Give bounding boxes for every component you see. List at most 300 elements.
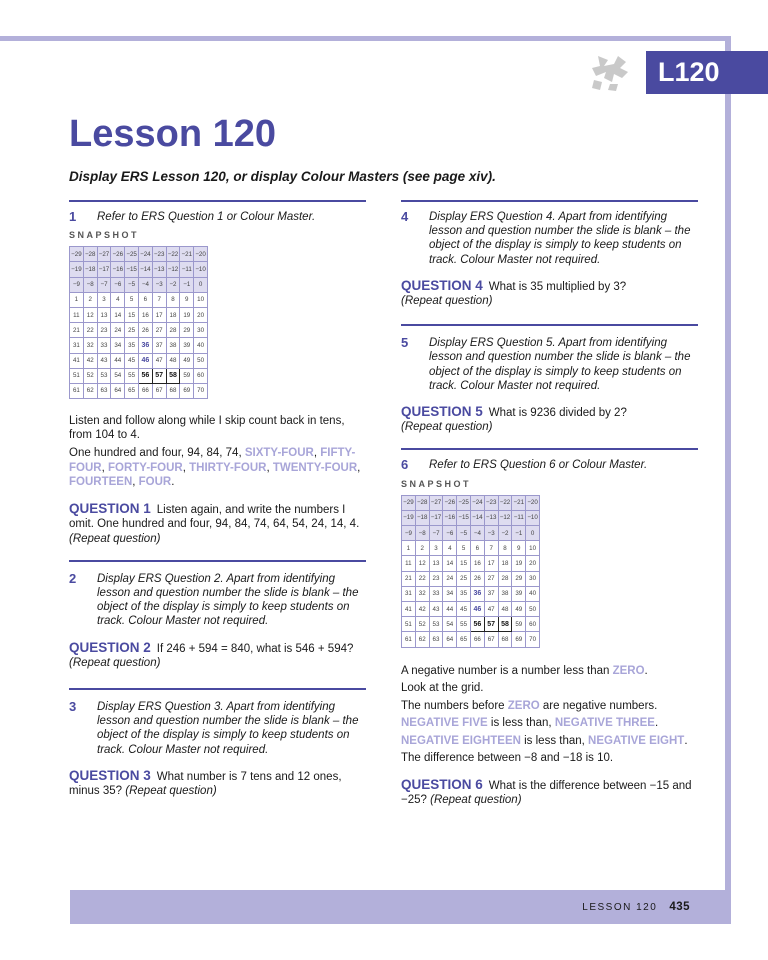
section-1-count: One hundred and four, 94, 84, 74, SIXTY-FOUR, FIFTY-FOUR, FORTY-FOUR, THIRTY-FOUR, TWENTY-FOUR, FOURTEEN, FOUR. (69, 447, 361, 488)
page-subtitle: Display ERS Lesson 120, or display Colour Masters (see page xiv). (69, 169, 496, 184)
grid-cell: 47 (484, 601, 498, 616)
grid-cell: 37 (152, 338, 166, 353)
repeat-note: (Repeat question) (125, 784, 217, 797)
page-title: Lesson 120 (69, 113, 276, 155)
count-plain-text: One hundred and four, 94, 84, 74, (69, 447, 245, 460)
grid-row (402, 571, 540, 586)
grid-cell: 28 (166, 323, 180, 338)
negative-definition (401, 663, 698, 768)
grid-cell: −11 (512, 510, 526, 525)
grid-cell: 55 (125, 368, 139, 383)
grid-cell: −1 (512, 526, 526, 541)
grid-cell: 68 (166, 383, 180, 398)
snapshot-label: SNAPSHOT (69, 230, 140, 241)
question-label: QUESTION 1 (69, 501, 151, 517)
section-4-heading (401, 210, 698, 267)
grid-cell: −28 (415, 495, 429, 510)
grid-cell: −14 (138, 262, 152, 277)
page-number: 435 (669, 901, 690, 913)
section-instruction: Display ERS Question 2. Apart from identifying lesson and question number the slide is blank – the object of the display is simply to keep students on track. Colour Master not required. (97, 572, 359, 628)
grid-row (402, 601, 540, 616)
grid-cell: −17 (97, 262, 111, 277)
text-fragment: A negative number is a number less than (401, 664, 613, 677)
grid-cell: 53 (429, 617, 443, 632)
grid-cell: −5 (125, 277, 139, 292)
grid-cell: −21 (512, 495, 526, 510)
grid-row (70, 277, 208, 292)
grid-cell: 51 (402, 617, 416, 632)
grid-cell: 51 (70, 368, 84, 383)
repeat-note: (Repeat question) (69, 532, 161, 545)
grid-row (70, 262, 208, 277)
grid-cell: 54 (111, 368, 125, 383)
grid-cell: 23 (429, 571, 443, 586)
section-instruction: Display ERS Question 5. Apart from identifying lesson and question number the slide is blank – the object of the display is simply to keep students on track. Colour Master not required. (429, 337, 691, 392)
text-line: The difference between −8 and −18 is 10. (401, 752, 614, 765)
repeat-note: (Repeat question) (401, 421, 493, 434)
grid-cell: 24 (111, 323, 125, 338)
grid-cell: −17 (429, 510, 443, 525)
grid-cell: 68 (498, 632, 512, 647)
count-word: FOUR (138, 475, 172, 488)
grid-cell: 6 (470, 541, 484, 556)
grid-cell: −6 (111, 277, 125, 292)
highlight-word: NEGATIVE THREE (554, 717, 655, 730)
grid-cell: 29 (512, 571, 526, 586)
section-number: 6 (401, 457, 409, 473)
grid-cell: −23 (484, 495, 498, 510)
footer-label (582, 901, 690, 913)
repeat-note: (Repeat question) (430, 793, 522, 806)
grid-cell: −20 (526, 495, 540, 510)
grid-cell: 29 (180, 323, 194, 338)
right-column (401, 200, 698, 807)
grid-cell: 60 (526, 617, 540, 632)
grid-cell: 14 (111, 307, 125, 322)
grid-cell: −9 (70, 277, 84, 292)
question-label: QUESTION 3 (69, 767, 151, 783)
grid-cell: 16 (138, 307, 152, 322)
question-text: Listen again, and write the numbers I omit. One hundred and four, 94, 84, 74, 64, 54, 24, 14, 4. (69, 504, 360, 531)
grid-cell: −4 (470, 526, 484, 541)
grid-cell: −29 (402, 495, 416, 510)
text-fragment: The numbers before (401, 699, 508, 712)
text-fragment: . (644, 664, 648, 677)
section-1-heading (69, 210, 366, 224)
grid-row (402, 541, 540, 556)
grid-cell: 7 (152, 292, 166, 307)
grid-row (402, 510, 540, 525)
grid-cell: 21 (402, 571, 416, 586)
grid-cell: −27 (97, 247, 111, 262)
grid-cell: −10 (194, 262, 208, 277)
grid-row (70, 247, 208, 262)
grid-cell: 49 (180, 353, 194, 368)
grid-cell: −6 (443, 526, 457, 541)
grid-cell: 26 (138, 323, 152, 338)
section-divider (69, 560, 366, 562)
grid-cell: 36 (470, 586, 484, 601)
text-line: Look at the grid. (401, 682, 484, 695)
grid-cell: 15 (125, 307, 139, 322)
repeat-note: (Repeat question) (401, 295, 493, 308)
grid-cell: 35 (125, 338, 139, 353)
puzzle-logo-icon (588, 54, 630, 92)
grid-cell: 0 (194, 277, 208, 292)
grid-cell: −20 (194, 247, 208, 262)
highlight-word: NEGATIVE EIGHTEEN (401, 734, 521, 747)
grid-cell: 34 (111, 338, 125, 353)
grid-cell: −25 (457, 495, 471, 510)
grid-cell: 57 (484, 617, 498, 632)
section-number: 4 (401, 209, 409, 224)
section-number: 5 (401, 335, 409, 351)
grid-row (70, 307, 208, 322)
grid-cell: 1 (402, 541, 416, 556)
text-fragment: . (684, 734, 688, 747)
question-text: If 246 + 594 = 840, what is 546 + 594? (156, 642, 354, 655)
grid-cell: 17 (484, 556, 498, 571)
grid-cell: −7 (429, 526, 443, 541)
grid-cell: −12 (498, 510, 512, 525)
grid-cell: −25 (125, 247, 139, 262)
section-divider (69, 200, 366, 202)
grid-row (402, 526, 540, 541)
grid-cell: 63 (97, 383, 111, 398)
grid-cell: 27 (484, 571, 498, 586)
section-2-heading (69, 572, 366, 629)
grid-cell: 34 (443, 586, 457, 601)
grid-cell: 46 (470, 601, 484, 616)
grid-cell: −18 (415, 510, 429, 525)
grid-cell: −13 (152, 262, 166, 277)
count-word: FOURTEEN (69, 475, 133, 488)
number-grid (69, 246, 208, 399)
grid-cell: 7 (484, 541, 498, 556)
grid-cell: −24 (470, 495, 484, 510)
grid-cell: 64 (443, 632, 457, 647)
grid-cell: 31 (402, 586, 416, 601)
grid-cell: 40 (194, 338, 208, 353)
frame-right-bar (725, 36, 731, 924)
grid-cell: −15 (125, 262, 139, 277)
section-number: 3 (69, 698, 77, 714)
section-1-intro: Listen and follow along while I skip count back in tens, from 104 to 4. (69, 415, 345, 442)
grid-cell: 30 (526, 571, 540, 586)
grid-cell: 26 (470, 571, 484, 586)
grid-cell: 59 (180, 368, 194, 383)
grid-cell: −5 (457, 526, 471, 541)
section-3-heading (69, 700, 366, 757)
section-number: 1 (69, 209, 77, 224)
grid-cell: 46 (138, 353, 152, 368)
grid-cell: 23 (97, 323, 111, 338)
grid-cell: 47 (152, 353, 166, 368)
count-word: FIFTY-FOUR (69, 447, 356, 474)
grid-cell: 37 (484, 586, 498, 601)
grid-cell: −1 (180, 277, 194, 292)
grid-row (402, 586, 540, 601)
grid-cell: −3 (484, 526, 498, 541)
grid-cell: 52 (83, 368, 97, 383)
grid-cell: 14 (443, 556, 457, 571)
question-1 (69, 502, 366, 546)
grid-cell: 17 (152, 307, 166, 322)
grid-cell: −19 (402, 510, 416, 525)
section-instruction: Refer to ERS Question 1 or Colour Master. (97, 211, 316, 223)
grid-cell: 50 (526, 601, 540, 616)
grid-cell: −22 (166, 247, 180, 262)
grid-cell: 4 (111, 292, 125, 307)
grid-cell: 54 (443, 617, 457, 632)
grid-cell: 2 (83, 292, 97, 307)
grid-cell: 18 (166, 307, 180, 322)
grid-cell: 8 (166, 292, 180, 307)
grid-cell: −19 (70, 262, 84, 277)
grid-cell: −15 (457, 510, 471, 525)
grid-cell: −24 (138, 247, 152, 262)
grid-cell: −23 (152, 247, 166, 262)
grid-cell: −7 (97, 277, 111, 292)
count-word: THIRTY-FOUR (189, 461, 267, 474)
section-instruction: Refer to ERS Question 6 or Colour Master. (429, 459, 648, 472)
grid-cell: 70 (526, 632, 540, 647)
grid-row (402, 495, 540, 510)
grid-cell: 69 (512, 632, 526, 647)
grid-cell: 33 (429, 586, 443, 601)
grid-cell: −12 (166, 262, 180, 277)
grid-cell: 67 (152, 383, 166, 398)
grid-cell: 4 (443, 541, 457, 556)
grid-cell: 12 (415, 556, 429, 571)
count-word: FORTY-FOUR (107, 461, 183, 474)
grid-cell: 38 (498, 586, 512, 601)
grid-cell: 48 (166, 353, 180, 368)
grid-cell: 5 (457, 541, 471, 556)
section-instruction: Display ERS Question 4. Apart from identifying lesson and question number the slide is blank – the object of the display is simply to keep students on track. Colour Master not required. (429, 211, 691, 266)
grid-cell: −18 (83, 262, 97, 277)
grid-cell: 8 (498, 541, 512, 556)
grid-cell: 62 (415, 632, 429, 647)
grid-cell: 32 (83, 338, 97, 353)
grid-cell: 66 (470, 632, 484, 647)
footer-bar (70, 890, 730, 924)
question-2 (69, 641, 366, 670)
grid-cell: 62 (83, 383, 97, 398)
grid-cell: 10 (194, 292, 208, 307)
grid-cell: 60 (194, 368, 208, 383)
question-label: QUESTION 5 (401, 404, 483, 420)
grid-cell: 39 (180, 338, 194, 353)
snapshot-label: SNAPSHOT (401, 478, 472, 489)
question-3 (69, 769, 366, 798)
grid-cell: 19 (512, 556, 526, 571)
section-number: 2 (69, 570, 77, 586)
grid-cell: −8 (83, 277, 97, 292)
grid-cell: −29 (70, 247, 84, 262)
section-5-heading (401, 336, 698, 393)
grid-cell: 39 (512, 586, 526, 601)
grid-cell: 9 (512, 541, 526, 556)
count-word: SIXTY-FOUR (244, 447, 314, 460)
grid-cell: 69 (180, 383, 194, 398)
grid-cell: 11 (402, 556, 416, 571)
grid-cell: 25 (125, 323, 139, 338)
count-word: TWENTY-FOUR (272, 461, 358, 474)
grid-cell: −26 (443, 495, 457, 510)
section-divider (401, 448, 698, 450)
grid-cell: 20 (526, 556, 540, 571)
question-text: What is the difference between −15 and −25? (401, 779, 692, 806)
text-fragment: is less than, (520, 734, 589, 747)
grid-cell: 41 (402, 601, 416, 616)
grid-cell: 45 (457, 601, 471, 616)
grid-cell: 56 (470, 617, 484, 632)
grid-cell: 44 (443, 601, 457, 616)
grid-cell: 63 (429, 632, 443, 647)
grid-row (70, 353, 208, 368)
grid-cell: −3 (152, 277, 166, 292)
grid-cell: 10 (526, 541, 540, 556)
grid-cell: 57 (152, 368, 166, 383)
grid-cell: 43 (429, 601, 443, 616)
grid-cell: 61 (70, 383, 84, 398)
grid-cell: 24 (443, 571, 457, 586)
grid-cell: −4 (138, 277, 152, 292)
grid-cell: 27 (152, 323, 166, 338)
question-text: What number is 7 tens and 12 ones, minus 35? (69, 770, 342, 797)
grid-cell: 44 (111, 353, 125, 368)
text-fragment: is less than, (487, 717, 555, 730)
grid-cell: 65 (457, 632, 471, 647)
highlight-word: ZERO (612, 664, 645, 677)
highlight-word: NEGATIVE FIVE (401, 717, 488, 730)
grid-cell: 58 (498, 617, 512, 632)
footer-lesson: LESSON 120 (582, 902, 658, 913)
grid-cell: 40 (526, 586, 540, 601)
grid-cell: −2 (166, 277, 180, 292)
grid-cell: −22 (498, 495, 512, 510)
grid-cell: 50 (194, 353, 208, 368)
grid-cell: 65 (125, 383, 139, 398)
grid-cell: 66 (138, 383, 152, 398)
grid-cell: 13 (429, 556, 443, 571)
section-divider (401, 324, 698, 326)
grid-row (402, 632, 540, 647)
grid-cell: −26 (111, 247, 125, 262)
grid-cell: 33 (97, 338, 111, 353)
grid-cell: 16 (470, 556, 484, 571)
grid-cell: 55 (457, 617, 471, 632)
grid-row (70, 338, 208, 353)
number-grid (401, 495, 540, 648)
lesson-badge: L120 (646, 51, 768, 94)
grid-cell: 3 (97, 292, 111, 307)
grid-cell: 52 (415, 617, 429, 632)
grid-cell: 41 (70, 353, 84, 368)
grid-cell: 0 (526, 526, 540, 541)
grid-cell: 43 (97, 353, 111, 368)
grid-cell: 53 (97, 368, 111, 383)
grid-cell: 61 (402, 632, 416, 647)
question-label: QUESTION 2 (69, 639, 151, 655)
grid-cell: 28 (498, 571, 512, 586)
grid-cell: −9 (402, 526, 416, 541)
grid-cell: 19 (180, 307, 194, 322)
section-instruction: Display ERS Question 3. Apart from identifying lesson and question number the slide is blank – the object of the display is simply to keep students on track. Colour Master not required. (97, 700, 359, 756)
grid-cell: −14 (470, 510, 484, 525)
grid-cell: −16 (443, 510, 457, 525)
grid-cell: 15 (457, 556, 471, 571)
question-5 (401, 405, 698, 434)
grid-cell: 45 (125, 353, 139, 368)
grid-cell: 12 (83, 307, 97, 322)
grid-cell: 3 (429, 541, 443, 556)
question-text: What is 35 multiplied by 3? (488, 280, 627, 293)
section-6-heading (401, 458, 698, 472)
grid-cell: 56 (138, 368, 152, 383)
left-column (69, 200, 366, 798)
grid-row (70, 383, 208, 398)
grid-row (402, 617, 540, 632)
grid-row (402, 556, 540, 571)
grid-cell: −21 (180, 247, 194, 262)
grid-cell: 25 (457, 571, 471, 586)
grid-cell: 18 (498, 556, 512, 571)
grid-cell: −8 (415, 526, 429, 541)
grid-cell: 1 (70, 292, 84, 307)
grid-cell: 11 (70, 307, 84, 322)
text-fragment: . (654, 717, 659, 730)
grid-cell: 64 (111, 383, 125, 398)
grid-cell: −27 (429, 495, 443, 510)
grid-cell: −11 (180, 262, 194, 277)
question-4 (401, 279, 698, 308)
grid-cell: 70 (194, 383, 208, 398)
grid-cell: 31 (70, 338, 84, 353)
grid-cell: 21 (70, 323, 84, 338)
section-divider (69, 688, 366, 690)
grid-cell: 30 (194, 323, 208, 338)
grid-row (70, 368, 208, 383)
repeat-note: (Repeat question) (69, 656, 161, 669)
highlight-word: NEGATIVE EIGHT (588, 734, 685, 747)
frame-top-bar (0, 36, 730, 41)
grid-cell: −28 (83, 247, 97, 262)
grid-cell: 58 (166, 368, 180, 383)
grid-cell: 6 (138, 292, 152, 307)
grid-cell: 36 (138, 338, 152, 353)
question-label: QUESTION 6 (401, 776, 483, 792)
grid-cell: 48 (498, 601, 512, 616)
grid-cell: 42 (415, 601, 429, 616)
grid-cell: 22 (415, 571, 429, 586)
grid-cell: 32 (415, 586, 429, 601)
grid-cell: 49 (512, 601, 526, 616)
grid-cell: 2 (415, 541, 429, 556)
grid-cell: 67 (484, 632, 498, 647)
grid-cell: 35 (457, 586, 471, 601)
grid-cell: −13 (484, 510, 498, 525)
grid-cell: 5 (125, 292, 139, 307)
grid-cell: 9 (180, 292, 194, 307)
grid-cell: 42 (83, 353, 97, 368)
grid-cell: 38 (166, 338, 180, 353)
grid-cell: 22 (83, 323, 97, 338)
grid-row (70, 292, 208, 307)
grid-cell: 13 (97, 307, 111, 322)
grid-cell: 20 (194, 307, 208, 322)
